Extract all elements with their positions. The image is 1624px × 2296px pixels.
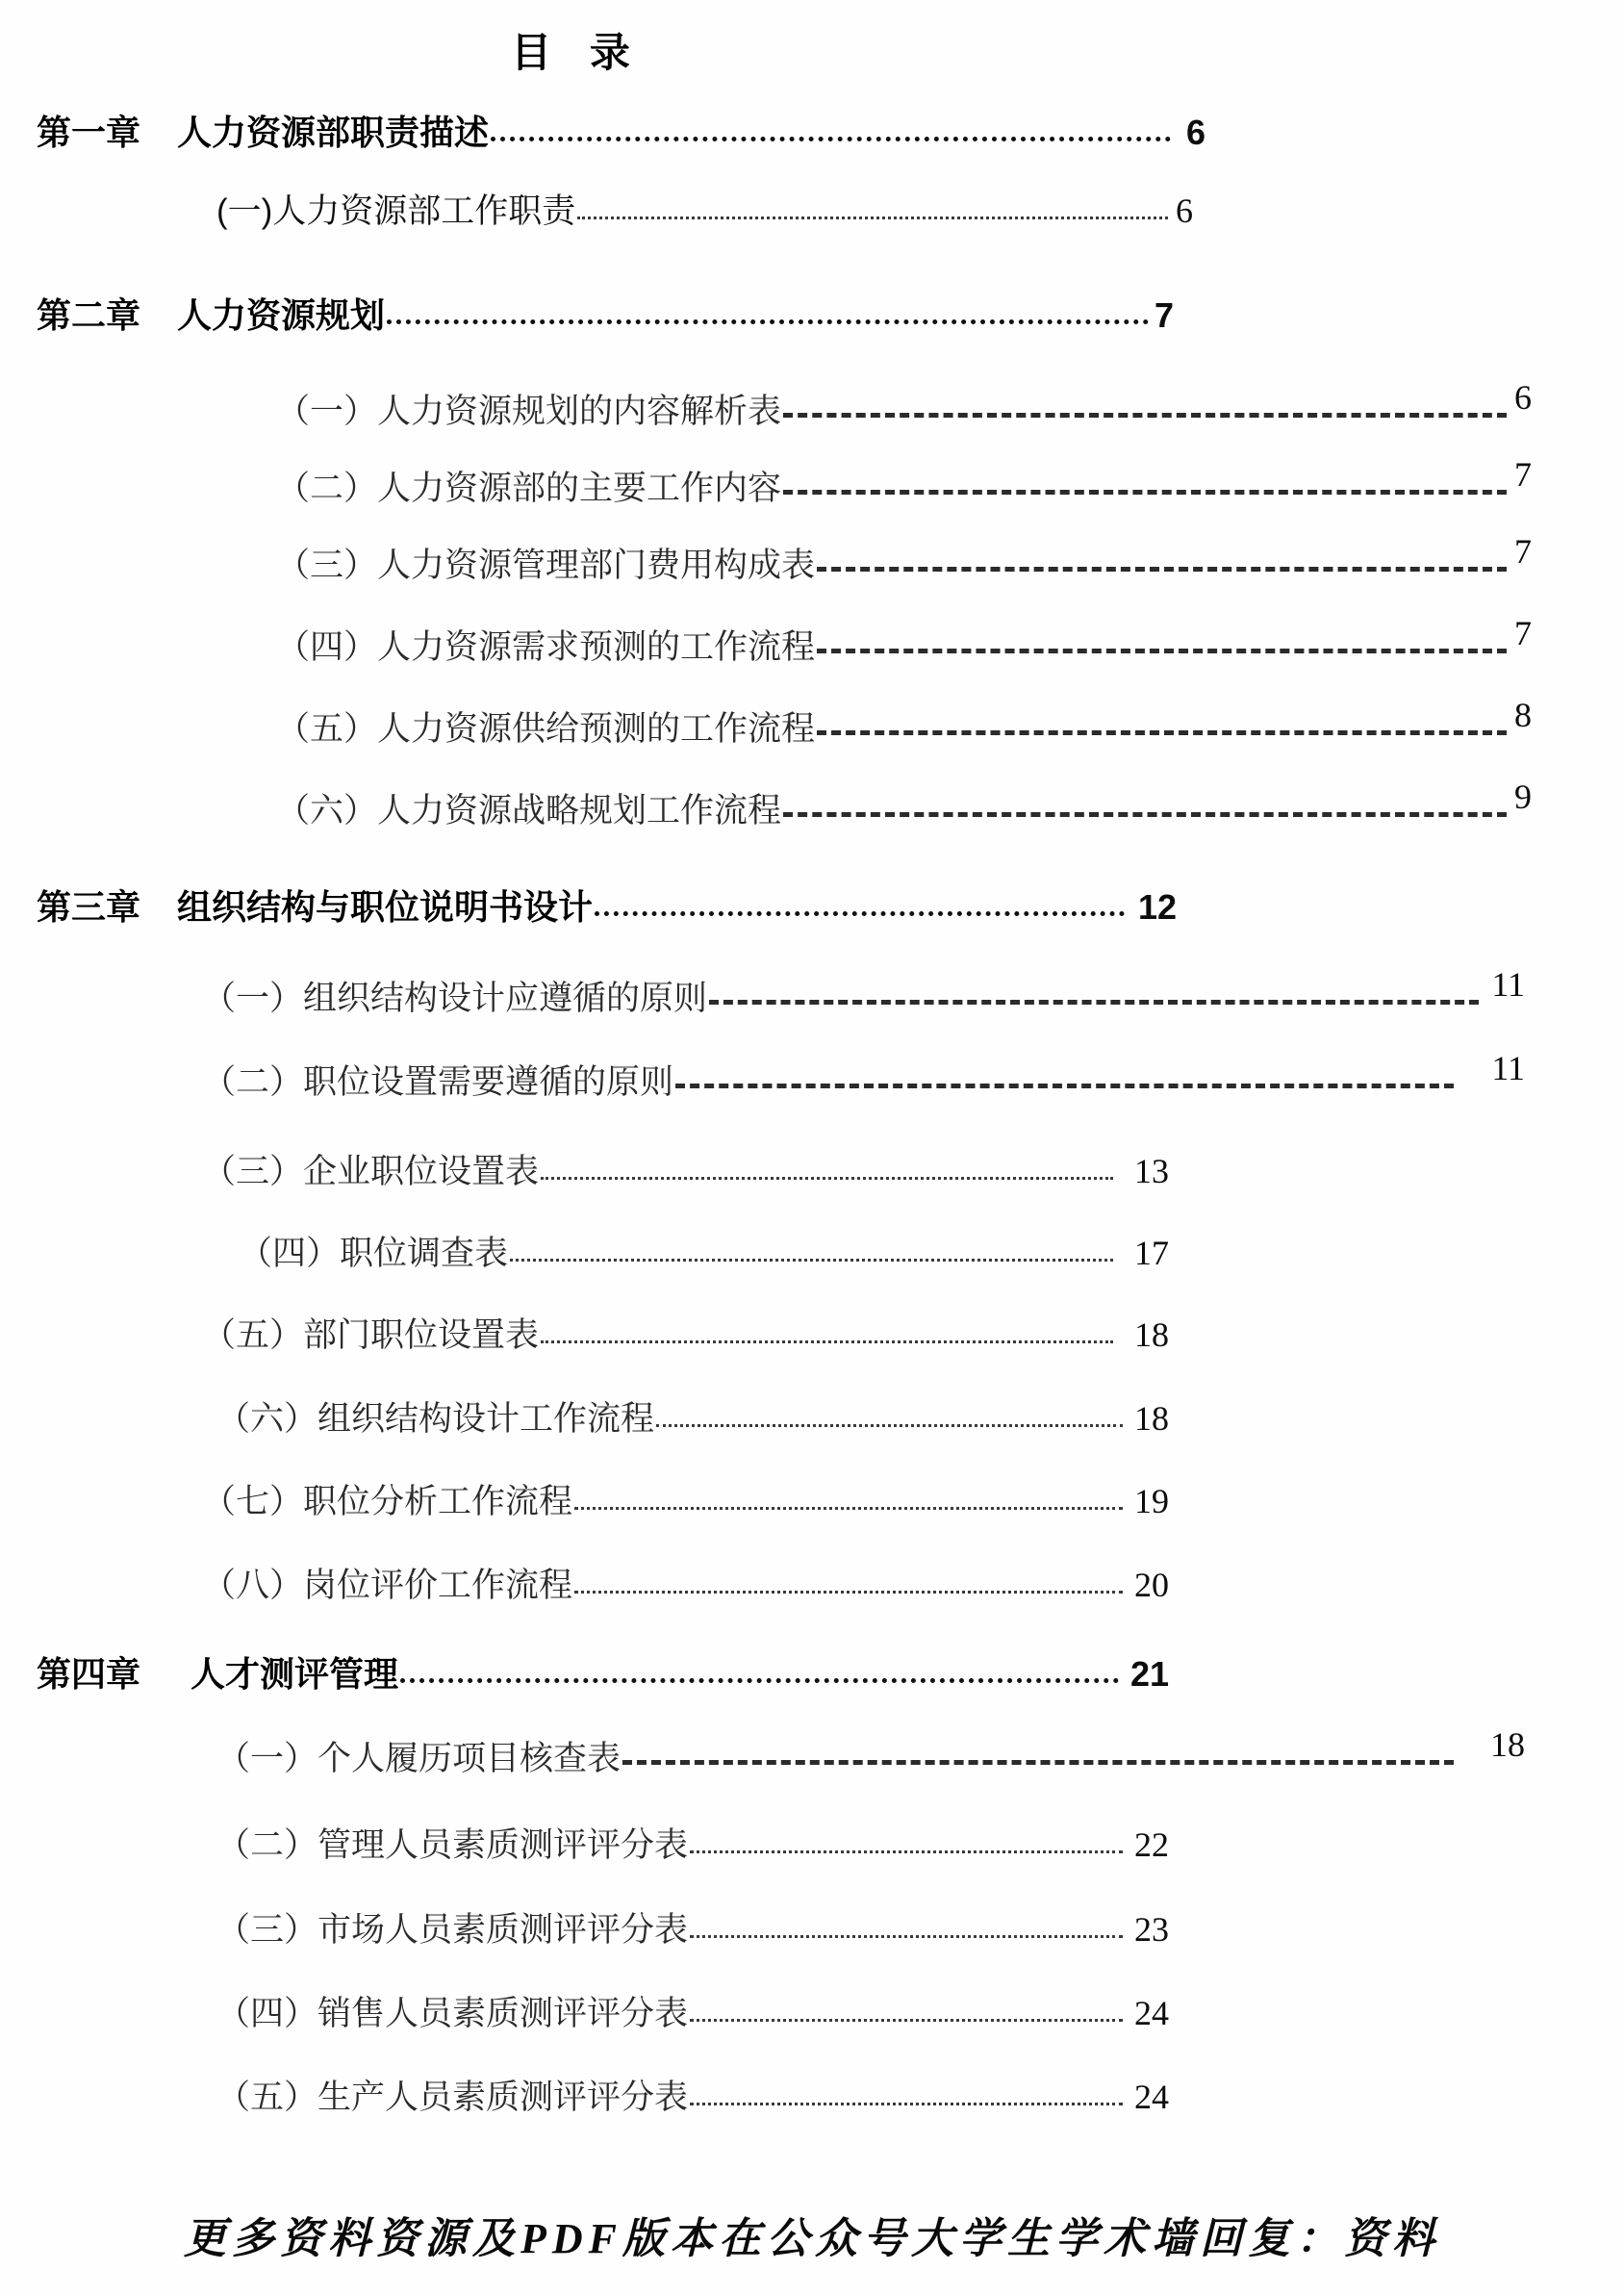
page-number: 6 [1185,113,1205,152]
leader-dots [577,207,1168,222]
page-number: 13 [1134,1152,1169,1190]
chapter-title: 组织结构与职位说明书设计 [177,887,594,927]
toc-item-row[interactable] [276,696,1532,751]
item-title: （二）管理人员素质测评评分表 [216,1826,689,1864]
toc-chapter-row[interactable] [37,289,1174,338]
leader-dots [400,1671,1119,1686]
page-number: 11 [1491,965,1525,1004]
toc-item-row[interactable] [202,1145,1169,1193]
toc-item-row[interactable] [216,1987,1169,2035]
page-number: 7 [1514,614,1532,652]
toc-item-row[interactable] [202,965,1525,1020]
leader-dashes [817,561,1507,576]
chapter-number: 第二章 [37,295,141,335]
leader-dashes [622,1754,1454,1770]
item-title: （一）组织结构设计应遵循的原则 [202,980,708,1017]
toc-item-row[interactable] [276,614,1532,669]
toc-chapter-row[interactable] [37,106,1205,155]
chapter-title: 人才测评管理 [190,1654,399,1694]
toc-item-row[interactable] [216,1903,1169,1952]
chapter-title: 人力资源部职责描述 [177,113,490,152]
item-title: （三）人力资源管理部门费用构成表 [276,547,816,584]
toc-item-row[interactable] [276,778,1532,832]
item-title: （六）人力资源战略规划工作流程 [276,792,782,829]
toc-item-row[interactable] [202,1475,1169,1523]
leader-dashes [783,484,1507,499]
leader-dots [690,2093,1123,2108]
chapter-number: 第四章 [37,1654,141,1694]
toc-item-row[interactable] [202,1049,1525,1104]
toc-item-row[interactable] [216,1725,1525,1780]
item-title: （五）生产人员素质测评评分表 [216,2079,689,2116]
leader-dashes [817,725,1507,740]
leader-dots [690,1926,1123,1941]
page-number: 24 [1134,1994,1169,2032]
leader-dashes [783,806,1507,822]
page-number: 17 [1134,1234,1169,1272]
leader-dots [491,129,1171,144]
page-number: 6 [1176,191,1193,230]
leader-dots [574,1497,1123,1513]
toc-item-row[interactable] [216,2071,1169,2119]
item-title: （三）企业职位设置表 [202,1153,540,1190]
toc-item-row[interactable] [239,1227,1169,1275]
item-title: （四）销售人员素质测评评分表 [216,1995,689,2032]
page-number: 20 [1134,1566,1169,1604]
page-number: 18 [1134,1399,1169,1438]
leader-dots [510,1249,1113,1264]
page-number: 24 [1134,2078,1169,2116]
chapter-title: 人力资源规划 [177,295,386,335]
leader-dashes [709,994,1479,1009]
toc-item-row[interactable] [216,1392,1169,1441]
toc-item-row[interactable] [216,1819,1169,1867]
item-title: (一)人力资源部工作职责 [216,192,576,230]
toc-item-row[interactable] [202,1559,1169,1607]
leader-dashes [675,1078,1454,1093]
page-number: 18 [1134,1315,1169,1354]
page-number: 7 [1514,532,1532,571]
leader-dots [690,1841,1123,1856]
item-title: （五）人力资源供给预测的工作流程 [276,710,816,748]
page-number: 6 [1514,378,1532,417]
chapter-number: 第三章 [37,887,141,927]
chapter-number: 第一章 [37,113,141,152]
toc-chapter-row[interactable] [37,1647,1169,1696]
page-number: 21 [1129,1654,1169,1694]
item-title: （二）人力资源部的主要工作内容 [276,470,782,507]
leader-dots [656,1415,1123,1430]
page-number: 18 [1490,1725,1525,1764]
toc-item-row[interactable] [276,532,1532,587]
page-number: 7 [1154,295,1174,335]
item-title: （五）部门职位设置表 [202,1316,540,1354]
page-number: 7 [1514,455,1532,494]
leader-dots [541,1331,1113,1346]
leader-dots [690,2009,1123,2025]
toc-item-row[interactable] [276,378,1532,433]
footer-promo-note: 更多资料资源及PDF版本在公众号大学生学术墙回复：资料 [184,2215,1440,2262]
toc-item-row[interactable] [202,1309,1169,1357]
item-title: （八）岗位评价工作流程 [202,1567,573,1604]
page-number: 8 [1514,696,1532,734]
page-title: 目 录 [511,30,644,75]
leader-dots [595,904,1125,919]
item-title: （三）市场人员素质测评评分表 [216,1911,689,1949]
toc-chapter-row[interactable] [37,880,1177,930]
page-number: 11 [1491,1049,1525,1087]
leader-dashes [817,643,1507,658]
page-number: 9 [1514,778,1532,816]
toc-item-row[interactable] [276,455,1532,510]
page-number: 19 [1134,1482,1169,1520]
item-title: （四）职位调查表 [239,1235,509,1272]
leader-dashes [783,407,1507,422]
item-title: （四）人力资源需求预测的工作流程 [276,628,816,666]
item-title: （六）组织结构设计工作流程 [216,1400,655,1438]
page-number: 22 [1134,1825,1169,1864]
item-title: （一）人力资源规划的内容解析表 [276,393,782,430]
leader-dots [541,1167,1113,1183]
leader-dots [387,312,1149,327]
page-number: 12 [1137,887,1177,927]
item-title: （七）职位分析工作流程 [202,1483,573,1520]
toc-item-row[interactable] [216,185,1193,233]
page-number: 23 [1134,1910,1169,1949]
item-title: （二）职位设置需要遵循的原则 [202,1063,674,1101]
item-title: （一）个人履历项目核查表 [216,1740,622,1777]
leader-dots [574,1581,1123,1596]
